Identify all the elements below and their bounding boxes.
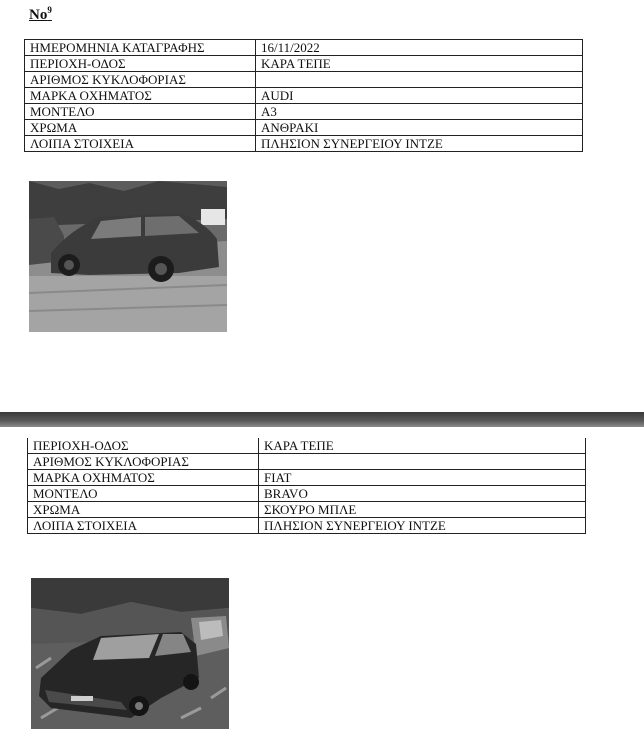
- row-label: ΗΜΕΡΟΜΗΝΙΑ ΚΑΤΑΓΡΑΦΗΣ: [25, 40, 256, 56]
- row-value: ΣΚΟΥΡΟ ΜΠΛΕ: [259, 502, 586, 518]
- table-row: [28, 470, 586, 486]
- row-value: [256, 72, 583, 88]
- row-label: ΧΡΩΜΑ: [28, 502, 259, 518]
- table-row: [28, 502, 586, 518]
- vehicle-photo-fiat: [31, 578, 229, 729]
- table-row: [28, 438, 586, 454]
- vehicle-photo-audi: [29, 181, 227, 332]
- row-label: ΜΟΝΤΕΛΟ: [28, 486, 259, 502]
- table-row: [25, 40, 583, 56]
- row-value: ΠΛΗΣΙΟΝ ΣΥΝΕΡΓΕΙΟΥ ΙΝΤΖΕ: [256, 136, 583, 152]
- row-value: ΚΑΡΑ ΤΕΠΕ: [259, 438, 586, 454]
- row-label: ΜΑΡΚΑ ΟΧΗΜΑΤΟΣ: [25, 88, 256, 104]
- row-value: BRAVO: [259, 486, 586, 502]
- table-row: [28, 518, 586, 534]
- row-value: ΠΛΗΣΙΟΝ ΣΥΝΕΡΓΕΙΟΥ ΙΝΤΖΕ: [259, 518, 586, 534]
- table-row: [28, 454, 586, 470]
- table-row: [25, 120, 583, 136]
- page-separator: [0, 412, 644, 427]
- row-label: ΠΕΡΙΟΧΗ-ΟΔΟΣ: [25, 56, 256, 72]
- row-label: ΜΟΝΤΕΛΟ: [25, 104, 256, 120]
- row-label: ΠΕΡΙΟΧΗ-ΟΔΟΣ: [28, 438, 259, 454]
- document-page-bottom: [0, 427, 644, 737]
- row-value: FIAT: [259, 470, 586, 486]
- row-label: ΑΡΙΘΜΟΣ ΚΥΚΛΟΦΟΡΙΑΣ: [28, 454, 259, 470]
- row-value: AUDI: [256, 88, 583, 104]
- table-row: [28, 486, 586, 502]
- row-value: A3: [256, 104, 583, 120]
- row-value: 16/11/2022: [256, 40, 583, 56]
- table-row: [25, 56, 583, 72]
- table-row: [25, 104, 583, 120]
- vehicle-info-table-2: [27, 438, 586, 534]
- row-label: ΧΡΩΜΑ: [25, 120, 256, 136]
- row-label: ΑΡΙΘΜΟΣ ΚΥΚΛΟΦΟΡΙΑΣ: [25, 72, 256, 88]
- vehicle-info-table-1: [24, 39, 583, 152]
- table-row: [25, 136, 583, 152]
- row-value: ΑΝΘΡΑΚΙ: [256, 120, 583, 136]
- table-row: [25, 72, 583, 88]
- row-label: ΛΟΙΠΑ ΣΤΟΙΧΕΙΑ: [25, 136, 256, 152]
- table-row: [25, 88, 583, 104]
- row-label: ΛΟΙΠΑ ΣΤΟΙΧΕΙΑ: [28, 518, 259, 534]
- row-label: ΜΑΡΚΑ ΟΧΗΜΑΤΟΣ: [28, 470, 259, 486]
- row-value: ΚΑΡΑ ΤΕΠΕ: [256, 56, 583, 72]
- row-value: [259, 454, 586, 470]
- record-number: $No^9$: [29, 5, 52, 23]
